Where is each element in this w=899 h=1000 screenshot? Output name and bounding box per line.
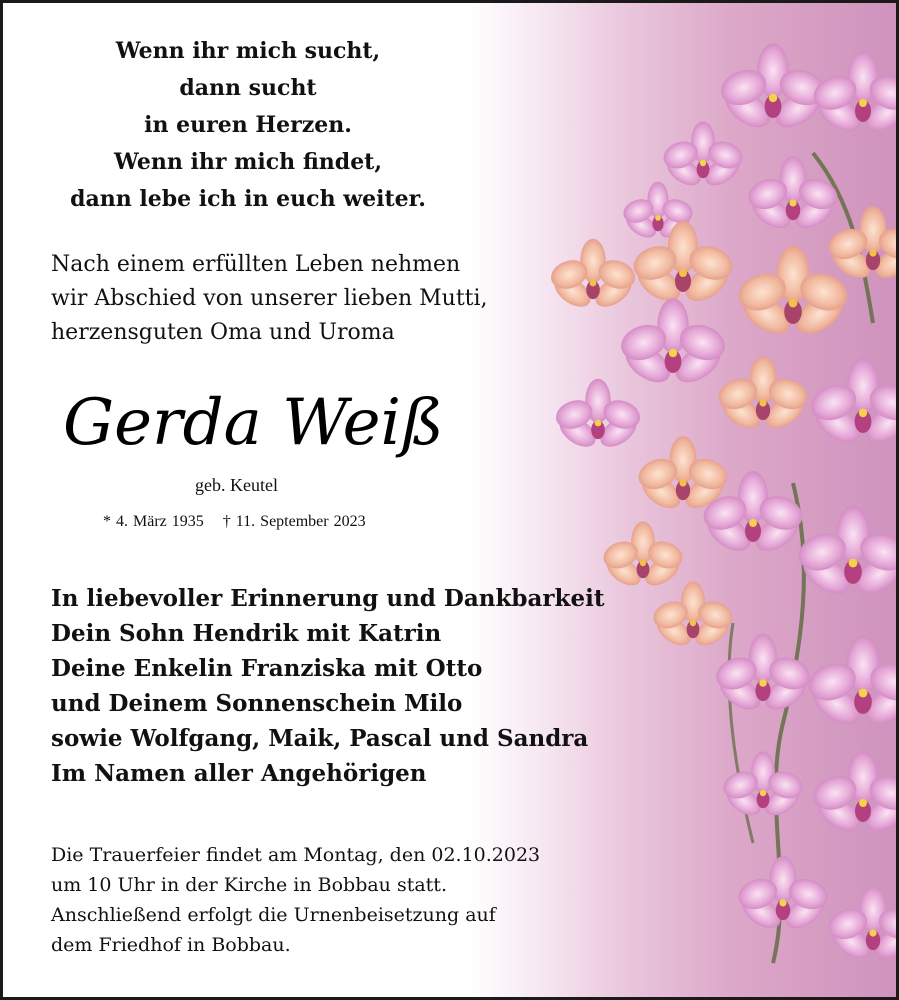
poem-line: in euren Herzen. bbox=[144, 112, 352, 138]
mourner-line: Im Namen aller Angehörigen bbox=[51, 760, 427, 787]
mourners-list bbox=[51, 581, 651, 791]
deceased-name: Gerda Weiß bbox=[63, 386, 444, 460]
mourner-line: und Deinem Sonnenschein Milo bbox=[51, 690, 463, 717]
mourner-line: Deine Enkelin Franziska mit Otto bbox=[51, 655, 483, 682]
ceremony-line: dem Friedhof in Bobbau. bbox=[51, 934, 291, 956]
farewell-intro bbox=[51, 248, 551, 350]
life-dates bbox=[103, 513, 463, 531]
poem-line: dann lebe ich in euch weiter. bbox=[70, 186, 426, 212]
birth-date: * 4. März 1935 bbox=[103, 513, 204, 530]
ceremony-line: um 10 Uhr in der Kirche in Bobbau statt. bbox=[51, 874, 447, 896]
memorial-poem bbox=[33, 33, 463, 218]
birth-name: geb. Keutel bbox=[195, 475, 278, 495]
mourner-line: Dein Sohn Hendrik mit Katrin bbox=[51, 620, 442, 647]
intro-line: wir Abschied von unserer lieben Mutti, bbox=[51, 286, 488, 311]
mourner-line: In liebevoller Erinnerung und Dankbarkeit bbox=[51, 585, 605, 612]
intro-line: herzensguten Oma und Uroma bbox=[51, 320, 395, 345]
poem-line: Wenn ihr mich findet, bbox=[113, 149, 383, 175]
funeral-details bbox=[51, 840, 611, 960]
mourner-line: sowie Wolfgang, Maik, Pascal und Sandra bbox=[51, 725, 589, 752]
intro-line: Nach einem erfüllten Leben nehmen bbox=[51, 252, 461, 277]
poem-line: Wenn ihr mich sucht, bbox=[115, 38, 381, 64]
ceremony-line: Anschließend erfolgt die Urnenbeisetzung auf bbox=[51, 904, 496, 926]
death-date: † 11. September 2023 bbox=[222, 513, 366, 530]
poem-line: dann sucht bbox=[179, 75, 317, 101]
ceremony-line: Die Trauerfeier findet am Montag, den 02.10.2023 bbox=[51, 844, 541, 866]
